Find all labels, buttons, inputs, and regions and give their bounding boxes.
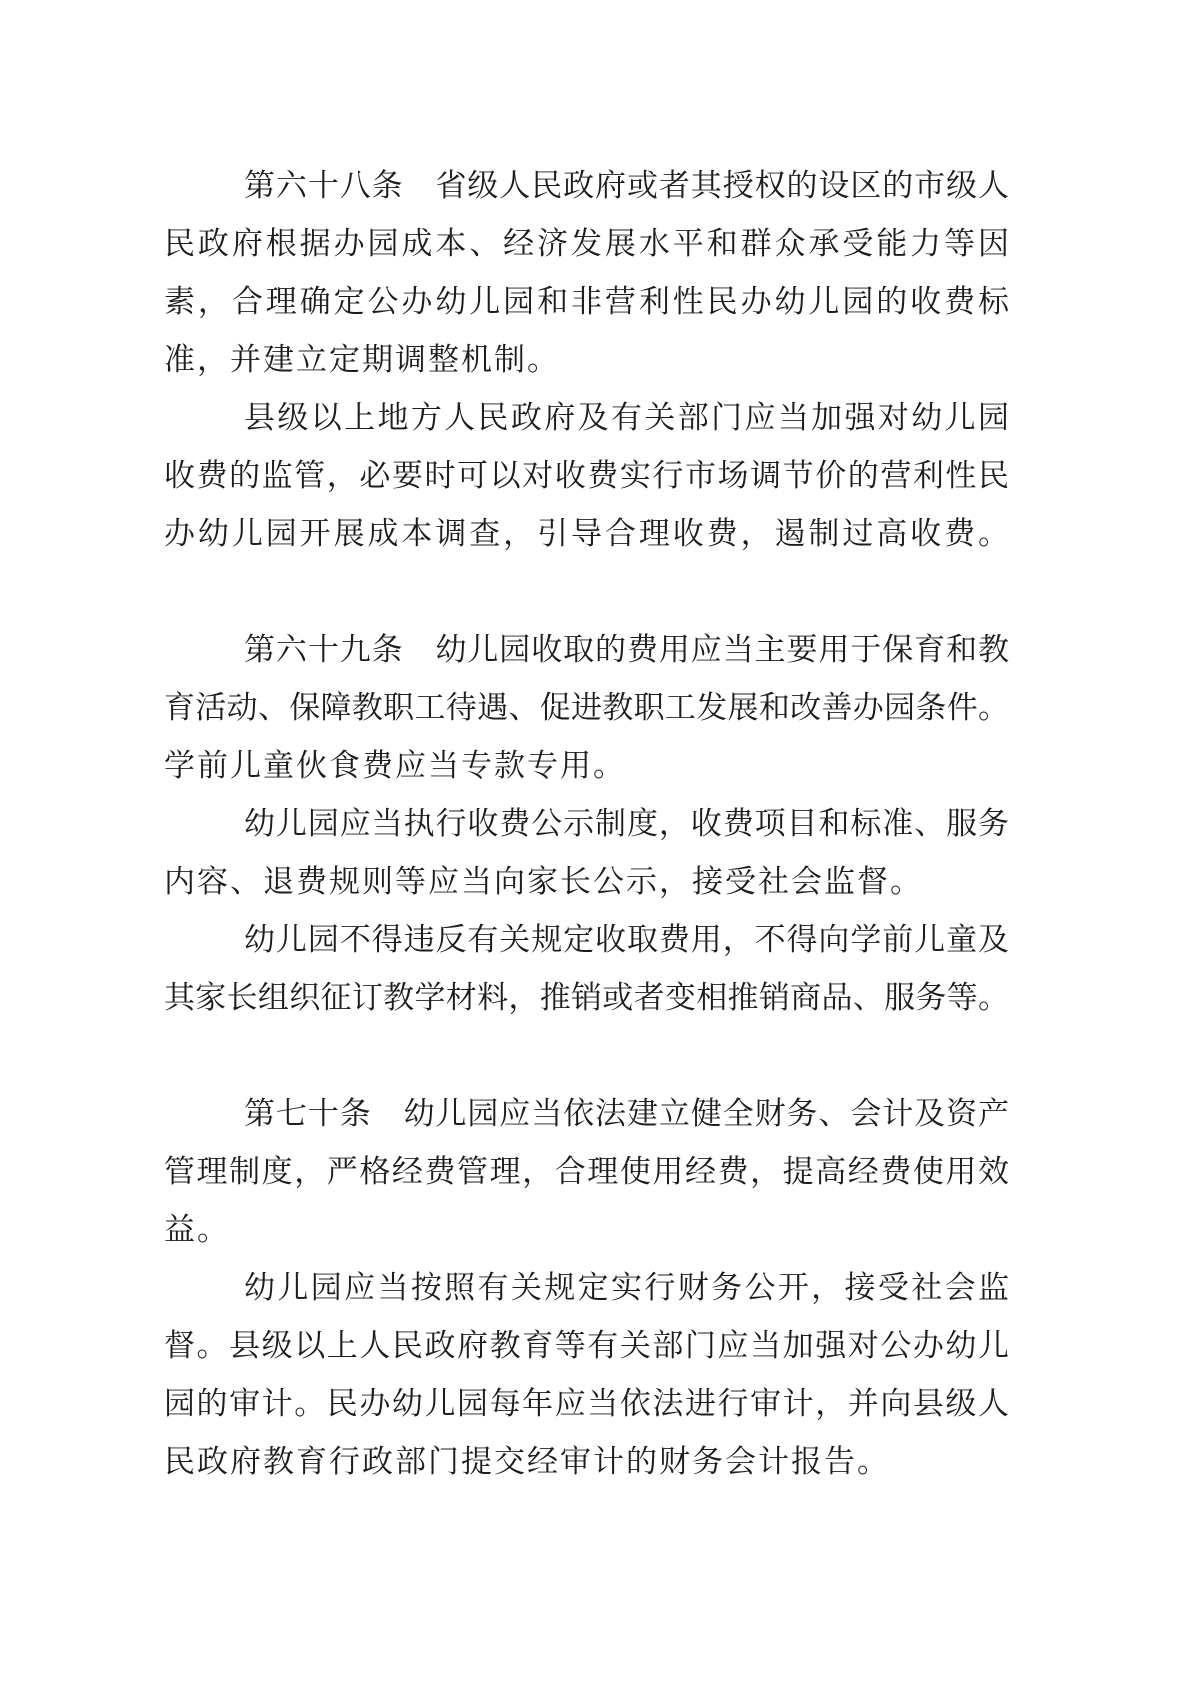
paragraph [164,389,1009,563]
text-line: 幼儿园应当按照有关规定实行财务公开，接受社会监 [244,1270,1009,1305]
text-line: 民政府教育行政部门提交经审计的财务会计报告。 [164,1444,890,1479]
text-line: 园的审计。民办幼儿园每年应当依法进行审计，并向县级人 [164,1386,1009,1421]
paragraph [164,795,1009,911]
text-line: 内容、退费规则等应当向家长公示，接受社会监督。 [164,864,923,899]
text-line: 学前儿童伙食费应当专款专用。 [164,748,626,783]
paragraph [164,621,1009,795]
text-line: 收费的监管，必要时可以对收费实行市场调节价的营利性民 [164,458,1009,493]
text-line: 管理制度，严格经费管理，合理使用经费，提高经费使用效 [164,1154,1009,1189]
text-line: 县级以上地方人民政府及有关部门应当加强对幼儿园 [244,400,1009,435]
article-69 [164,621,1009,1027]
paragraph [164,911,1009,1027]
article-70 [164,1085,1009,1491]
text-line: 益。 [164,1212,230,1247]
text-line: 素，合理确定公办幼儿园和非营利性民办幼儿园的收费标 [164,284,1009,319]
text-line: 第六十八条 省级人民政府或者其授权的设区的市级人 [244,168,1009,203]
paragraph [164,157,1009,389]
text-line: 准，并建立定期调整机制。 [164,342,560,377]
text-line: 育活动、保障教职工待遇、促进教职工发展和改善办园条件。 [164,690,1009,725]
text-column [164,157,1009,1491]
paragraph [164,1085,1009,1259]
text-line: 办幼儿园开展成本调查，引导合理收费，遏制过高收费。 [164,516,1009,551]
text-line: 幼儿园不得违反有关规定收取费用，不得向学前儿童及 [244,922,1009,957]
text-line: 其家长组织征订教学材料，推销或者变相推销商品、服务等。 [164,980,1009,1015]
text-line: 第七十条 幼儿园应当依法建立健全财务、会计及资产 [244,1096,1009,1131]
text-line: 幼儿园应当执行收费公示制度，收费项目和标准、服务 [244,806,1009,841]
text-line: 督。县级以上人民政府教育等有关部门应当加强对公办幼儿 [164,1328,1009,1363]
text-line: 第六十九条 幼儿园收取的费用应当主要用于保育和教 [244,632,1009,667]
article-68 [164,157,1009,563]
paragraph [164,1259,1009,1491]
text-line: 民政府根据办园成本、经济发展水平和群众承受能力等因 [164,226,1009,261]
